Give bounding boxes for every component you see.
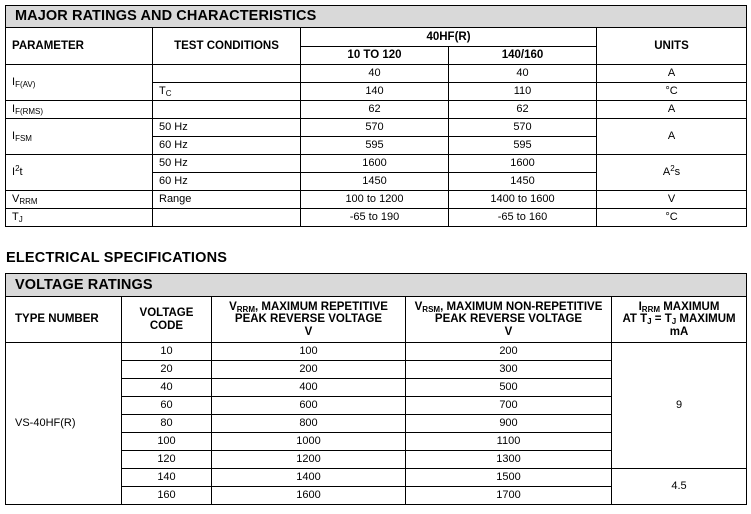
header-voltage-code: VOLTAGE CODE xyxy=(122,297,212,343)
cond-cell: 60 Hz xyxy=(153,173,301,191)
vrrm-cell: 1400 xyxy=(212,469,406,487)
param-ifrms: $I_{F(RMS)}$ xyxy=(6,101,153,119)
vrsm-cell: 1100 xyxy=(406,433,612,451)
header-140-160: 140/160 xyxy=(449,47,597,65)
header-10-to-120: 10 TO 120 xyxy=(301,47,449,65)
param-ifav: $I_{F(AV)}$ xyxy=(6,65,153,101)
vrsm-cell: 1300 xyxy=(406,451,612,469)
cond-cell: 50 Hz xyxy=(153,155,301,173)
unit-cell: °C xyxy=(597,83,747,101)
vrsm-cell: 200 xyxy=(406,343,612,361)
type-number-cell: VS-40HF(R) xyxy=(6,343,122,505)
electrical-specifications-heading: ELECTRICAL SPECIFICATIONS xyxy=(6,250,228,266)
value-cell: 140 xyxy=(301,83,449,101)
vrrm-cell: 800 xyxy=(212,415,406,433)
row-vrrm xyxy=(6,191,747,209)
voltage-ratings-table xyxy=(5,273,747,505)
voltage-code-cell: 140 xyxy=(122,469,212,487)
row-i2t-50hz xyxy=(6,155,747,173)
value-cell: 1400 to 1600 xyxy=(449,191,597,209)
unit-cell: V xyxy=(597,191,747,209)
vrrm-cell: 400 xyxy=(212,379,406,397)
value-cell: 100 to 1200 xyxy=(301,191,449,209)
cond-cell: 50 Hz xyxy=(153,119,301,137)
row-ifrms xyxy=(6,101,747,119)
value-cell: 595 xyxy=(449,137,597,155)
value-cell: -65 to 160 xyxy=(449,209,597,227)
voltage-code-cell: 20 xyxy=(122,361,212,379)
cond-tc: $T_C$ xyxy=(153,83,301,101)
voltage-code-cell: 60 xyxy=(122,397,212,415)
header-vrsm: $V_{RSM}$, MAXIMUM NON-REPETITIVE PEAK REVERSE VOLTAGE V xyxy=(406,297,612,343)
param-ifsm: $I_{FSM}$ xyxy=(6,119,153,155)
param-i2t: $I^2t$ xyxy=(6,155,153,191)
row-ifsm-50hz xyxy=(6,119,747,137)
vrrm-cell: 1200 xyxy=(212,451,406,469)
unit-cell: A xyxy=(597,119,747,155)
cond-cell: 60 Hz xyxy=(153,137,301,155)
vrsm-cell: 900 xyxy=(406,415,612,433)
vrsm-cell: 500 xyxy=(406,379,612,397)
unit-cell: $A^2s$ xyxy=(597,155,747,191)
value-cell: 1600 xyxy=(449,155,597,173)
vrsm-cell: 1500 xyxy=(406,469,612,487)
value-cell: 40 xyxy=(301,65,449,83)
header-40hf-group: 40HF(R) xyxy=(301,28,597,47)
voltage-code-cell: 40 xyxy=(122,379,212,397)
value-cell: 1450 xyxy=(449,173,597,191)
vrrm-cell: 600 xyxy=(212,397,406,415)
vrrm-cell: 200 xyxy=(212,361,406,379)
voltage-code-cell: 100 xyxy=(122,433,212,451)
value-cell: 1450 xyxy=(301,173,449,191)
vrrm-cell: 1000 xyxy=(212,433,406,451)
voltage-code-cell: 160 xyxy=(122,487,212,505)
value-cell: 110 xyxy=(449,83,597,101)
vrsm-cell: 700 xyxy=(406,397,612,415)
voltage-code-cell: 80 xyxy=(122,415,212,433)
value-cell: 570 xyxy=(449,119,597,137)
value-cell: 62 xyxy=(301,101,449,119)
voltage-code-cell: 10 xyxy=(122,343,212,361)
value-cell: 40 xyxy=(449,65,597,83)
param-vrrm: $V_{RRM}$ xyxy=(6,191,153,209)
header-units: UNITS xyxy=(597,28,747,65)
voltage-code-cell: 120 xyxy=(122,451,212,469)
major-ratings-table xyxy=(5,5,747,227)
row-tj xyxy=(6,209,747,227)
header-parameter: PARAMETER xyxy=(6,28,153,65)
voltage-title: VOLTAGE RATINGS xyxy=(6,274,747,297)
header-irrm: $I_{RRM}$ MAXIMUM AT $T_J = T_J$ MAXIMUM mA xyxy=(612,297,747,343)
unit-cell: °C xyxy=(597,209,747,227)
value-cell: 1600 xyxy=(301,155,449,173)
header-test-conditions: TEST CONDITIONS xyxy=(153,28,301,65)
irrm-cell: 4.5 xyxy=(612,469,747,505)
ratings-title: MAJOR RATINGS AND CHARACTERISTICS xyxy=(6,6,747,28)
value-cell: 62 xyxy=(449,101,597,119)
value-cell: 595 xyxy=(301,137,449,155)
vrsm-cell: 1700 xyxy=(406,487,612,505)
irrm-cell: 9 xyxy=(612,343,747,469)
unit-cell: A xyxy=(597,101,747,119)
vrrm-cell: 1600 xyxy=(212,487,406,505)
vrsm-cell: 300 xyxy=(406,361,612,379)
vrrm-cell: 100 xyxy=(212,343,406,361)
row-ifav xyxy=(6,65,747,83)
cond-cell: Range xyxy=(153,191,301,209)
param-tj: $T_J$ xyxy=(6,209,153,227)
header-vrrm: $V_{RRM}$, MAXIMUM REPETITIVE PEAK REVERSE VOLTAGE V xyxy=(212,297,406,343)
value-cell: -65 to 190 xyxy=(301,209,449,227)
table-row xyxy=(6,343,747,361)
value-cell: 570 xyxy=(301,119,449,137)
unit-cell: A xyxy=(597,65,747,83)
header-type-number: TYPE NUMBER xyxy=(6,297,122,343)
